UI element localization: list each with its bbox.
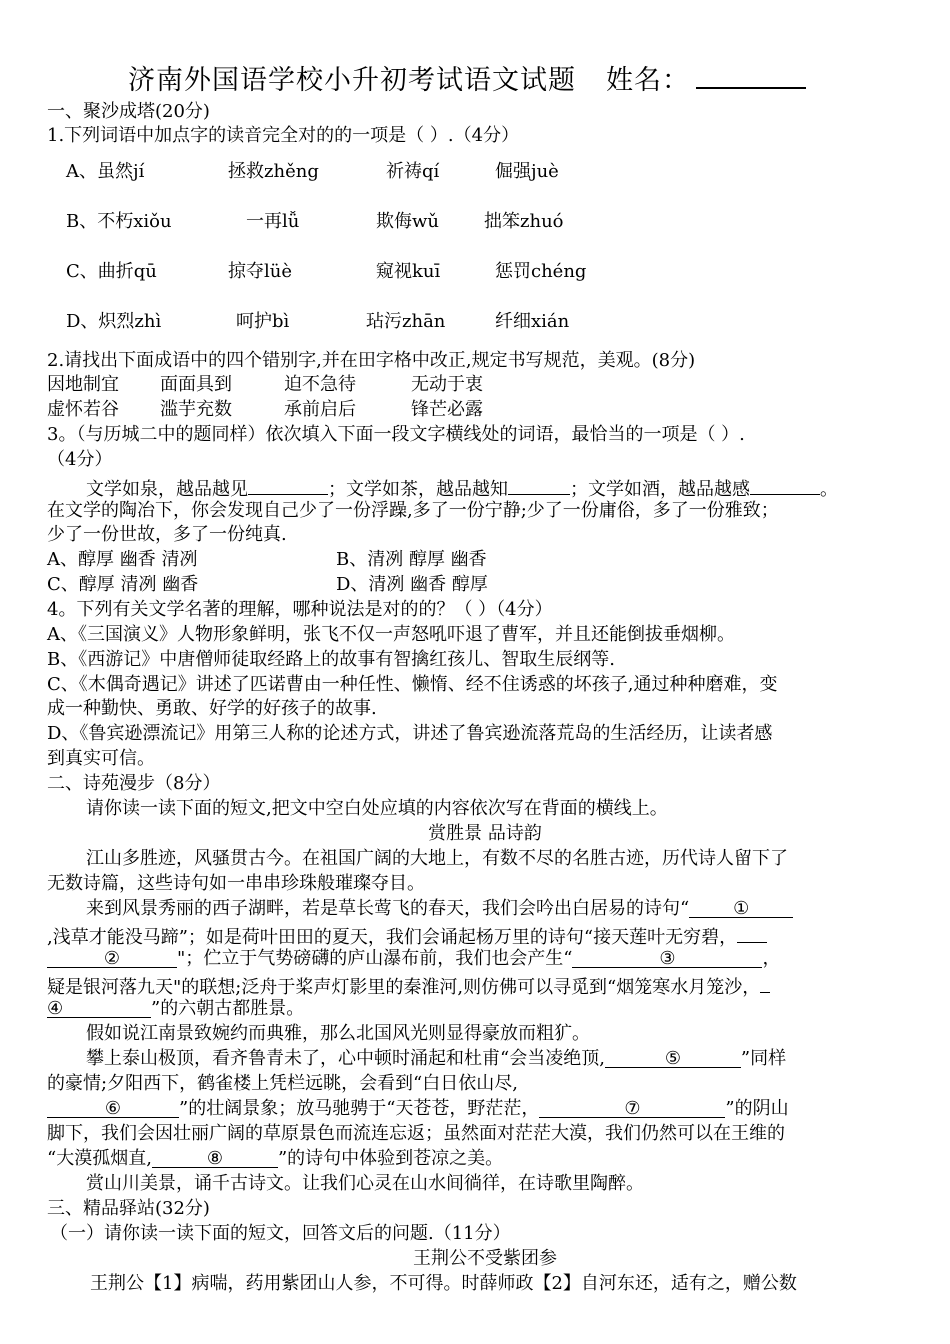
idiom: 承前启后 [284, 399, 356, 420]
q1-option-b1: B、不朽xiǒu [66, 211, 172, 232]
poem-blank-3[interactable]: ③ [572, 947, 762, 968]
s3-passage-line1: 王荆公【1】病喘，药用紫团山人参，不可得。时薛师政【2】自河东还，适有之，赠公数 [90, 1273, 797, 1294]
q3-score: （4分） [47, 449, 113, 470]
q3-blank-3[interactable] [750, 474, 820, 495]
q3-option-a: A、醇厚 幽香 清冽 [47, 549, 198, 570]
q2-stem: 2.请找出下面成语中的四个错别字,并在田字格中改正,规定书写规范，美观。(8分) [47, 350, 696, 371]
q3-option-c: C、醇厚 清冽 幽香 [47, 574, 199, 595]
idiom: 虚怀若谷 [47, 399, 119, 420]
q4-option-b: B、《西游记》中唐僧师徒取经路上的故事有智擒红孩儿、智取生辰纲等. [47, 649, 615, 670]
section-2-heading: 二、诗苑漫步（8分） [47, 773, 221, 794]
idiom: 迫不急待 [284, 374, 356, 395]
s3-subtitle: 王荆公不受紫团参 [413, 1248, 557, 1269]
s2-para2-line4: 疑是银河落九天"的联想;泛舟于桨声灯影里的秦淮河,则仿佛可以寻觅到“烟笼寒水月笼沙， [47, 972, 770, 1000]
poem-blank-8[interactable]: ⑧ [152, 1147, 278, 1168]
s2-para1-line1: 江山多胜迹，风骚贯古今。在祖国广阔的大地上，有数不尽的名胜古迹，历代诗人留下了 [86, 848, 788, 869]
section-1-heading: 一、聚沙成塔(20分) [47, 101, 210, 122]
s2-para2-line2: ,浅草才能没马蹄”；如是荷叶田田的夏天，我们会诵起杨万里的诗句“接天莲叶无穷碧， [47, 922, 767, 950]
idiom: 面面具到 [160, 374, 232, 395]
q3-stem: 3。（与历城二中的题同样）依次填入下面一段文字横线处的词语，最恰当的一项是（ ）. [47, 424, 745, 445]
idiom: 滥芋充数 [160, 399, 232, 420]
name-blank[interactable] [696, 65, 806, 89]
q4-option-c-line1: C、《木偶奇遇记》讲述了匹诺曹由一种任性、懒惰、经不住诱惑的坏孩子,通过种种磨难，变 [47, 674, 778, 695]
poem-blank-5[interactable]: ⑤ [605, 1047, 741, 1068]
idiom: 因地制宜 [47, 374, 119, 395]
section-3-heading: 三、精品驿站(32分) [47, 1198, 210, 1219]
q1-option-d3: 玷污zhān [366, 311, 446, 332]
q4-option-a: A、《三国演义》人物形象鲜明，张飞不仅一声怒吼吓退了曹军，并且还能倒拔垂烟柳。 [47, 624, 735, 645]
s3-sub1: （一）请你读一读下面的短文，回答文后的问题.（11分） [50, 1223, 511, 1244]
idiom: 锋芒必露 [411, 399, 483, 420]
q1-option-d2: 呵护bì [236, 311, 290, 332]
q3-blank-2[interactable] [508, 474, 570, 495]
q4-stem: 4。下列有关文学名著的理解，哪种说法是对的的？（ ）（4分） [47, 599, 553, 620]
q3-option-b: B、清冽 醇厚 幽香 [336, 549, 487, 570]
s2-instruction: 请你读一读下面的短文,把文中空白处应填的内容依次写在背面的横线上。 [86, 798, 668, 819]
q1-option-d4: 纤细xián [495, 311, 570, 332]
q1-option-b4: 拙笨zhuó [484, 211, 564, 232]
poem-blank-2[interactable]: ② [47, 947, 177, 968]
q1-option-a1: A、虽然jí [66, 161, 145, 182]
q3-passage-line2: 在文学的陶冶下，你会发现自己少了一份浮躁,多了一份宁静;少了一份庸俗，多了一份雅致； [47, 500, 779, 521]
poem-blank-7[interactable]: ⑦ [539, 1097, 725, 1118]
q1-stem: 1.下列词语中加点字的读音完全对的的一项是（ ）.（4分） [47, 125, 520, 146]
s2-para4-line1: 攀上泰山极顶，看齐鲁青未了，心中顿时涌起和杜甫“会当凌绝顶, ⑤ ”同样 [86, 1048, 787, 1069]
idiom: 无动于衷 [411, 374, 483, 395]
exam-title: 济南外国语学校小升初考试语文试题 姓名： [128, 58, 806, 97]
s2-para3: 假如说江南景致婉约而典雅，那么北国风光则显得豪放而粗犷。 [86, 1023, 590, 1044]
q3-passage-line3: 少了一份世故，多了一份纯真. [47, 524, 287, 545]
q1-option-a2: 拯救zhěng [228, 161, 319, 182]
q4-option-d-line2: 到真实可信。 [47, 748, 155, 769]
q3-blank-1[interactable] [248, 474, 328, 495]
s2-para1-line2: 无数诗篇，这些诗句如一串串珍珠般璀璨夺目。 [47, 873, 425, 894]
q1-option-b2: 一再lǚ [246, 211, 300, 232]
q3-passage-line1: 文学如泉，越品越见 ；文学如茶，越品越知 ；文学如酒，越品越感 。 [86, 474, 838, 502]
s2-para4-line5: “大漠孤烟直, ⑧ ”的诗句中体验到苍凉之美。 [47, 1148, 504, 1169]
q3-option-d: D、清冽 幽香 醇厚 [336, 574, 488, 595]
q1-option-b3: 欺侮wǔ [376, 211, 439, 232]
s2-para4-line2: 的豪情;夕阳西下，鹤雀楼上凭栏远眺，会看到“白日依山尽, [47, 1073, 518, 1094]
s2-para2-line5: ④ ”的六朝古都胜景。 [47, 998, 305, 1019]
poem-blank-2-cont[interactable] [737, 922, 767, 943]
q1-option-a3: 祈祷qí [386, 161, 440, 182]
q1-option-c2: 掠夺lüè [228, 261, 293, 282]
poem-blank-6[interactable]: ⑥ [47, 1097, 179, 1118]
q1-option-a4: 倔强juè [495, 161, 559, 182]
s2-para5: 赏山川美景，诵千古诗文。让我们心灵在山水间徜徉，在诗歌里陶醉。 [86, 1173, 644, 1194]
s2-para4-line3: ⑥ ”的壮阔景象；放马驰骋于“天苍苍，野茫茫， ⑦ ”的阴山 [47, 1097, 789, 1121]
s2-subtitle: 赏胜景 品诗韵 [428, 823, 542, 844]
poem-blank-4[interactable]: ④ [47, 997, 151, 1018]
q1-option-c3: 窥视kuī [376, 261, 441, 282]
poem-blank-4-start[interactable] [760, 972, 770, 993]
q4-option-d-line1: D、《鲁宾逊漂流记》用第三人称的论述方式，讲述了鲁宾逊流落荒岛的生活经历，让读者感 [47, 723, 773, 744]
q1-option-c1: C、曲折qū [66, 261, 157, 282]
q1-option-d1: D、炽烈zhì [66, 311, 162, 332]
q1-option-c4: 惩罚chéng [495, 261, 587, 282]
s2-para2-line1: 来到风景秀丽的西子湖畔，若是草长莺飞的春天，我们会吟出白居易的诗句“ ① [86, 897, 793, 921]
s2-para2-line3: ② "；伫立于气势磅礴的庐山瀑布前，我们也会产生“ ③ ， [47, 947, 780, 971]
s2-para4-line4: 脚下，我们会因壮丽广阔的草原景色而流连忘返；虽然面对茫茫大漠，我们仍然可以在王维的 [47, 1123, 785, 1144]
poem-blank-1[interactable]: ① [689, 897, 793, 918]
q4-option-c-line2: 成一种勤快、勇敢、好学的好孩子的故事. [47, 698, 377, 719]
